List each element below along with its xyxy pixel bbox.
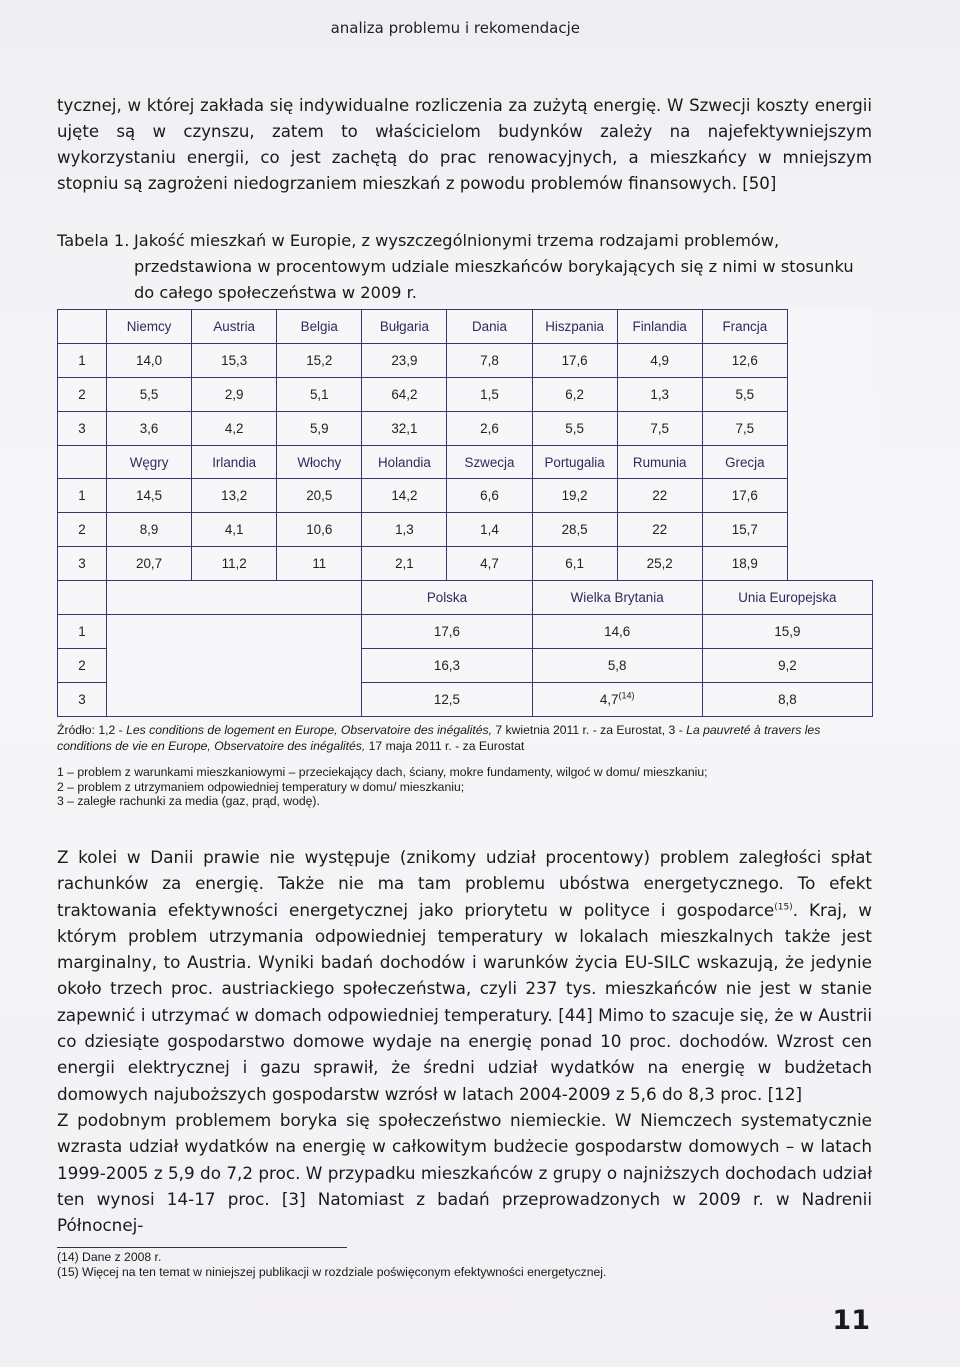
legend-item: 3 – zaległe rachunki za media (gaz, prąd, wodę). [57,794,320,808]
table-cell: 17,6 [362,615,532,649]
table-cell: 20,5 [277,479,362,513]
problem-number: 3 [58,547,107,581]
table-cell: 3,6 [107,411,192,445]
table-cell: 13,2 [192,479,277,513]
country-header: Unia Europejska [702,581,872,615]
table-row [58,682,873,716]
table-row [58,377,873,411]
country-header: Włochy [277,445,362,479]
table-row [58,615,873,649]
country-header: Irlandia [192,445,277,479]
table-cell: 32,1 [362,411,447,445]
table-cell: 6,1 [532,547,617,581]
table-cell: 10,6 [277,513,362,547]
table-cell: 5,1 [277,377,362,411]
country-header: Holandia [362,445,447,479]
table-cell: 15,2 [277,343,362,377]
table-cell: 25,2 [617,547,702,581]
row-number-header [58,310,107,344]
table-cell: 4,7$^{(14)}$ [532,682,702,716]
table-cell: 9,2 [702,648,872,682]
body-text [57,844,872,1238]
legend-item: 2 – problem z utrzymaniem odpowiedniej temperatury w domu/ mieszkaniu; [57,779,465,794]
table-cell: 12,6 [702,343,787,377]
empty-cell [107,648,362,682]
table-cell: 15,9 [702,615,872,649]
table-cell: 2,6 [447,411,532,445]
table-cell: 14,0 [107,343,192,377]
table-row [58,411,873,445]
table-legend [57,765,872,809]
table-cell: 20,7 [107,547,192,581]
table-cell: 7,8 [447,343,532,377]
table-row [58,343,873,377]
table-header-row [58,310,873,344]
country-header: Portugalia [532,445,617,479]
table-cell: 6,2 [532,377,617,411]
table-cell: 7,5 [702,411,787,445]
problem-number: 2 [58,513,107,547]
country-header: Rumunia [617,445,702,479]
table-cell: 17,6 [532,343,617,377]
footnote-ref-15: (15) [774,902,793,912]
footnote-ref-14: (14) [618,690,635,701]
problem-number: 1 [58,615,107,649]
country-header: Polska [362,581,532,615]
country-header: Niemcy [107,310,192,344]
country-header: Finlandia [617,310,702,344]
source-part2: 7 kwietnia 2011 r. - za Eurostat, 3 - [495,723,683,737]
table-cell: 1,5 [447,377,532,411]
table-cell: 19,2 [532,479,617,513]
country-header: Wielka Brytania [532,581,702,615]
problem-number: 3 [58,411,107,445]
table-cell: 6,6 [447,479,532,513]
table-cell: 8,9 [107,513,192,547]
table-cell: 2,1 [362,547,447,581]
table-cell: 22 [617,479,702,513]
table-cell: 14,5 [107,479,192,513]
problem-number: 3 [58,682,107,716]
table-cell: 11 [277,547,362,581]
table-row [58,479,873,513]
table-cell: 7,5 [617,411,702,445]
table-cell: 22 [617,513,702,547]
intro-paragraph: tycznej, w której zakłada się indywidualne rozliczenia za zużytą energię. W Szwecji koszty energii ujęte są w czynszu, zatem to właścicielom budynków zależy na najefektywniejszym wykorzystaniu energii, co jest zachętą do prac renowacyjnych, a mieszkańcy w mniejszym stopniu są zagrożeni niedogrzaniem mieszkań z powodu problemów finansowych. [50] [57,96,872,193]
footnote-14: (14) Dane z 2008 r. [57,1250,162,1264]
country-header: Dania [447,310,532,344]
table-cell: 64,2 [362,377,447,411]
page-number: 11 [832,1305,870,1336]
source-title1: Les conditions de logement en Europe, Observatoire des inégalités, [126,723,492,737]
country-header: Bułgaria [362,310,447,344]
body-p1-start: Z kolei w Danii prawie nie występuje (znikomy udział procentowy) problem zaległości spłat rachunków za energię. Także nie ma tam problemu ubóstwa energetycznego. To efekt traktowania efektywności energetycznej jako priorytetu w polityce i gospodarce [57,847,872,920]
table-cell: 15,3 [192,343,277,377]
table-source [57,722,872,754]
empty-header-cell [107,581,362,615]
table-cell: 4,1 [192,513,277,547]
housing-quality-table [57,309,873,717]
table-cell: 4,7 [447,547,532,581]
footnote-divider [57,1247,347,1248]
table-cell: 5,8 [532,648,702,682]
table-cell: 8,8 [702,682,872,716]
table-cell: 4,2 [192,411,277,445]
country-header: Grecja [702,445,787,479]
body-p1-rest: . Kraj, w którym problem utrzymania odpowiedniej temperatury w lokalach mieszkalnych także jest marginalny, to Austria. Wyniki badań dochodów i warunków życia EU-SILC wskazują, że jedynie około trzech proc. austriackiego społeczeństwa, czyli 237 tys. mieszkańców nie jest w stanie zapewnić i utrzymać w domach odpowiedniej temperatury. [44] Mimo to szacuje się, że w Austrii co dziesiąte gospodarstwo domowe wydaje na energię ponad 10 proc. dochodów. Wzrost cen energii elektrycznej i gazu sprawił, że średni udział wydatków na energię w budżetach domowych najuboższych gospodarstw wzrósł w latach 2004-2009 z 5,6 do 8,3 proc. [12] [57,899,872,1104]
problem-number: 1 [58,479,107,513]
table-caption-label: Tabela 1. [57,231,130,250]
table-cell: 14,6 [532,615,702,649]
table-cell: 1,3 [362,513,447,547]
country-header: Austria [192,310,277,344]
running-header: analiza problemu i rekomendacje [330,19,580,37]
country-header: Francja [702,310,787,344]
table-cell: 4,9 [617,343,702,377]
table-row [58,547,873,581]
country-header: Szwecja [447,445,532,479]
footnotes [57,1250,872,1280]
table-caption [57,228,872,306]
source-part3: 17 maja 2011 r. - za Eurostat [368,739,525,753]
legend-item: 1 – problem z warunkami mieszkaniowymi – przeciekający dach, ściany, mokre fundamenty, wilgoć w domu/ mieszkaniu; [57,765,708,779]
table-caption-text: Jakość mieszkań w Europie, z wyszczególnionymi trzema rodzajami problemów, przedstawiona w procentowym udziale mieszkańców borykających się z nimi w stosunku do całego społeczeństwa w 2009 r. [134,231,854,302]
source-part1: 1,2 - [98,723,123,737]
problem-number: 2 [58,377,107,411]
table-header-row [58,581,873,615]
country-header: Belgia [277,310,362,344]
table-row [58,648,873,682]
table-cell: 11,2 [192,547,277,581]
table-cell: 17,6 [702,479,787,513]
table-cell: 12,5 [362,682,532,716]
footnote-15: (15) Więcej na ten temat w niniejszej publikacji w rozdziale poświęconym efektywności energetycznej. [57,1265,607,1279]
table-cell: 28,5 [532,513,617,547]
country-header: Hiszpania [532,310,617,344]
problem-number: 2 [58,648,107,682]
table-cell: 5,9 [277,411,362,445]
table-cell: 5,5 [107,377,192,411]
empty-cell [107,615,362,649]
empty-cell [107,682,362,716]
table-cell: 1,3 [617,377,702,411]
table-cell: 5,5 [702,377,787,411]
table-cell: 14,2 [362,479,447,513]
table-row [58,513,873,547]
country-header: Węgry [107,445,192,479]
body-paragraph-1 [57,844,872,1107]
table-cell: 16,3 [362,648,532,682]
source-title2: La pauvreté à travers les conditions de vie en Europe, Observatoire des inégalités, [57,723,821,753]
problem-number: 1 [58,343,107,377]
table-cell: 18,9 [702,547,787,581]
table-cell: 23,9 [362,343,447,377]
table-cell: 1,4 [447,513,532,547]
source-label: Źródło: [57,723,95,737]
table-header-row [58,445,873,479]
table-cell: 2,9 [192,377,277,411]
table-cell: 15,7 [702,513,787,547]
body-paragraph-2: Z podobnym problemem boryka się społeczeństwo niemieckie. W Niemczech systematycznie wzrasta udział wydatków na energię w całkowitym budżecie gospodarstw domowych – w latach 1999-2005 z 5,9 do 7,2 proc. W przypadku mieszkańców z grupy o najniższych dochodach udział ten wynosi 14-17 proc. [3] Natomiast z badań przeprowadzonych w 2009 r. w Nadrenii Północnej- [57,1109,872,1236]
row-number-header [58,445,107,479]
table-cell: 5,5 [532,411,617,445]
row-number-header [58,581,107,615]
